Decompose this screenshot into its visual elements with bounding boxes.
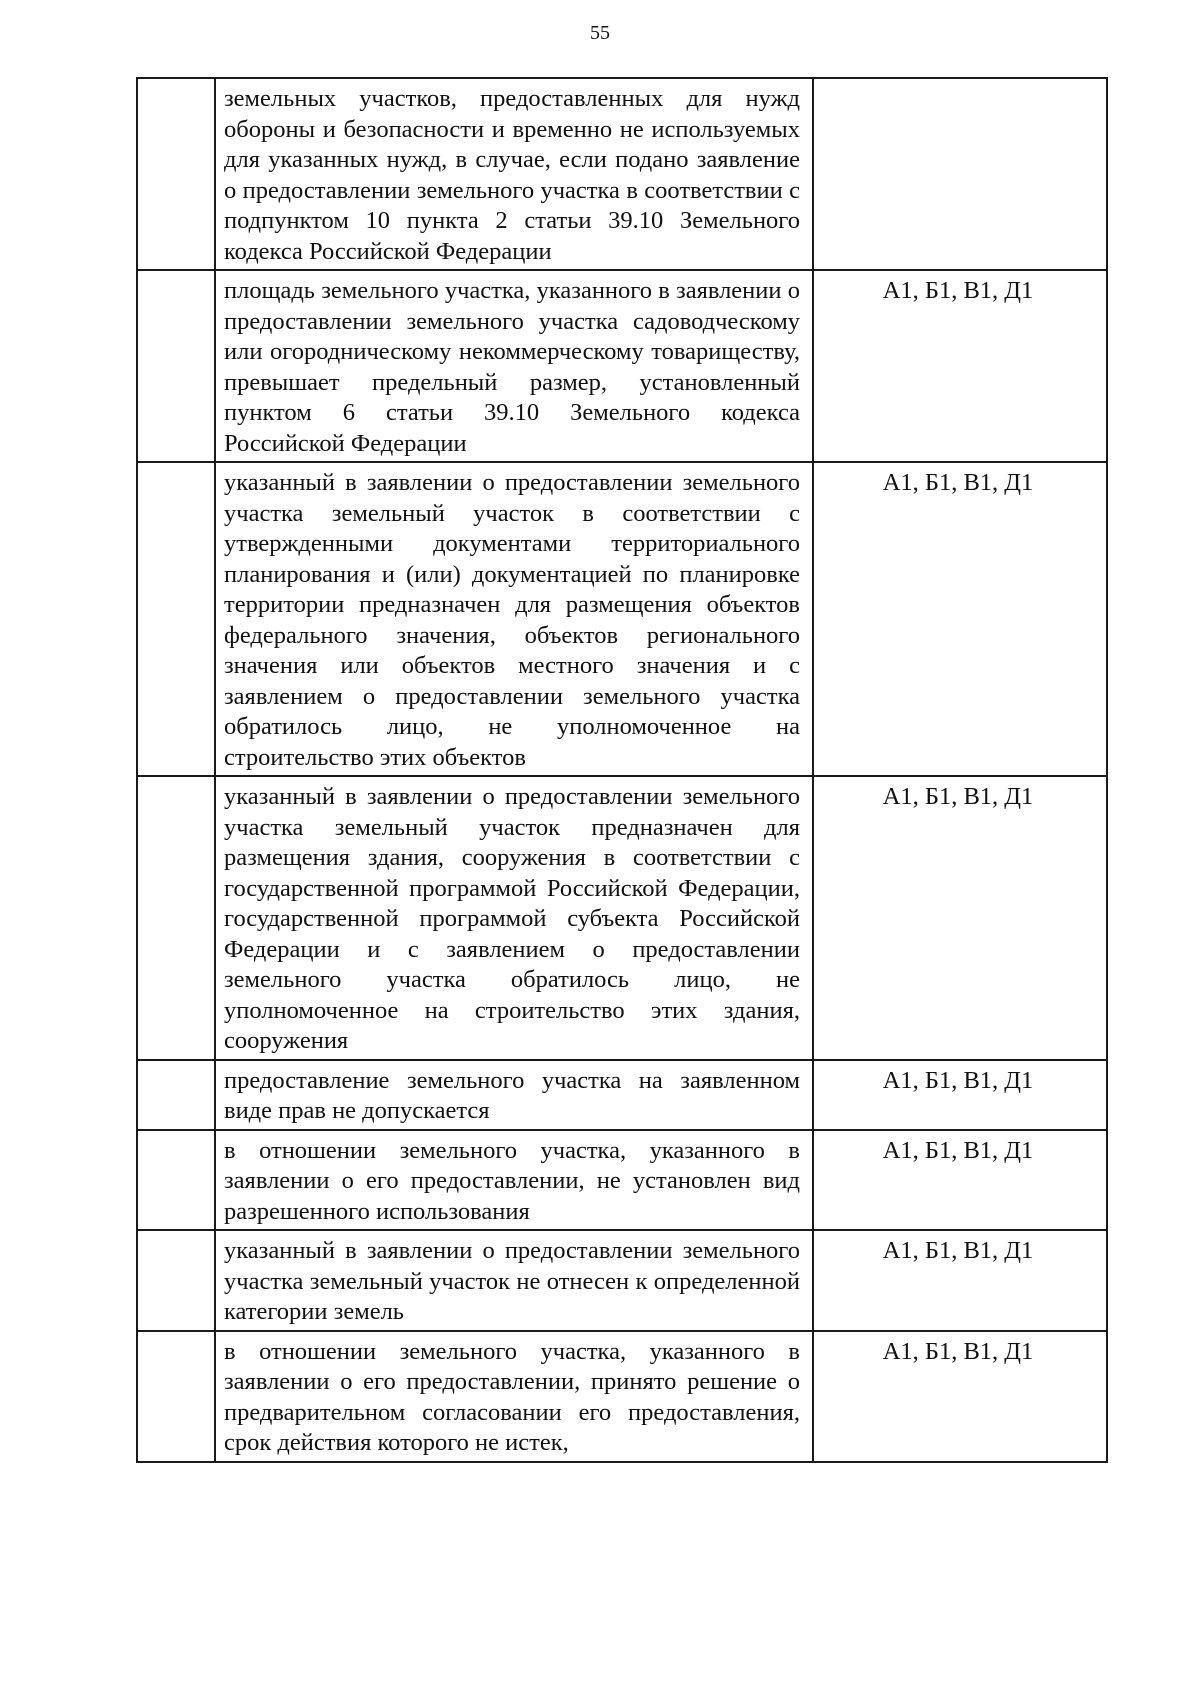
reference-cell: А1, Б1, В1, Д1: [813, 270, 1107, 462]
condition-text-cell: предоставление земельного участка на заявленном виде прав не допускается: [215, 1060, 813, 1130]
reference-cell: А1, Б1, В1, Д1: [813, 776, 1107, 1060]
condition-text-cell: площадь земельного участка, указанного в заявлении о предоставлении земельного участка садоводческому или огородническому некоммерческому товариществу, превышает предельный размер, установленный пунктом 6 статьи 39.10 Земельного кодекса Российской Федерации: [215, 270, 813, 462]
row-number-cell: [137, 78, 215, 270]
condition-text-cell: земельных участков, предоставленных для нужд обороны и безопасности и временно не используемых для указанных нужд, в случае, если подано заявление о предоставлении земельного участка в соответствии с подпунктом 10 пункта 2 статьи 39.10 Земельного кодекса Российской Федерации: [215, 78, 813, 270]
condition-text-cell: указанный в заявлении о предоставлении земельного участка земельный участок в соответствии с утвержденными документами территориального планирования и (или) документацией по планировке территории предназначен для размещения объектов федерального значения, объектов регионального значения или объектов местного значения и с заявлением о предоставлении земельного участка обратилось лицо, не уполномоченное на строительство этих объектов: [215, 462, 813, 776]
condition-text-cell: указанный в заявлении о предоставлении земельного участка земельный участок не отнесен к определенной категории земель: [215, 1230, 813, 1331]
page-number: 55: [590, 22, 610, 44]
row-number-cell: [137, 462, 215, 776]
table-row: [137, 776, 1107, 1060]
condition-text-cell: в отношении земельного участка, указанного в заявлении о его предоставлении, не установлен вид разрешенного использования: [215, 1130, 813, 1231]
row-number-cell: [137, 776, 215, 1060]
row-number-cell: [137, 1060, 215, 1130]
table-row: [137, 78, 1107, 270]
row-number-cell: [137, 1331, 215, 1462]
table-row: [137, 1331, 1107, 1462]
table-row: [137, 1060, 1107, 1130]
table-row: [137, 462, 1107, 776]
table-row: [137, 1130, 1107, 1231]
condition-text-cell: указанный в заявлении о предоставлении земельного участка земельный участок предназначен для размещения здания, сооружения в соответствии с государственной программой Российской Федерации, государственной программой субъекта Российской Федерации и с заявлением о предоставлении земельного участка обратилось лицо, не уполномоченное на строительство этих здания, сооружения: [215, 776, 813, 1060]
reference-cell: А1, Б1, В1, Д1: [813, 1060, 1107, 1130]
requirements-table: [136, 77, 1108, 1463]
reference-cell: А1, Б1, В1, Д1: [813, 1230, 1107, 1331]
table-row: [137, 1230, 1107, 1331]
reference-cell: [813, 78, 1107, 270]
row-number-cell: [137, 1130, 215, 1231]
reference-cell: А1, Б1, В1, Д1: [813, 462, 1107, 776]
row-number-cell: [137, 270, 215, 462]
table-row: [137, 270, 1107, 462]
reference-cell: А1, Б1, В1, Д1: [813, 1130, 1107, 1231]
row-number-cell: [137, 1230, 215, 1331]
condition-text-cell: в отношении земельного участка, указанного в заявлении о его предоставлении, принято решение о предварительном согласовании его предоставления, срок действия которого не истек,: [215, 1331, 813, 1462]
reference-cell: А1, Б1, В1, Д1: [813, 1331, 1107, 1462]
